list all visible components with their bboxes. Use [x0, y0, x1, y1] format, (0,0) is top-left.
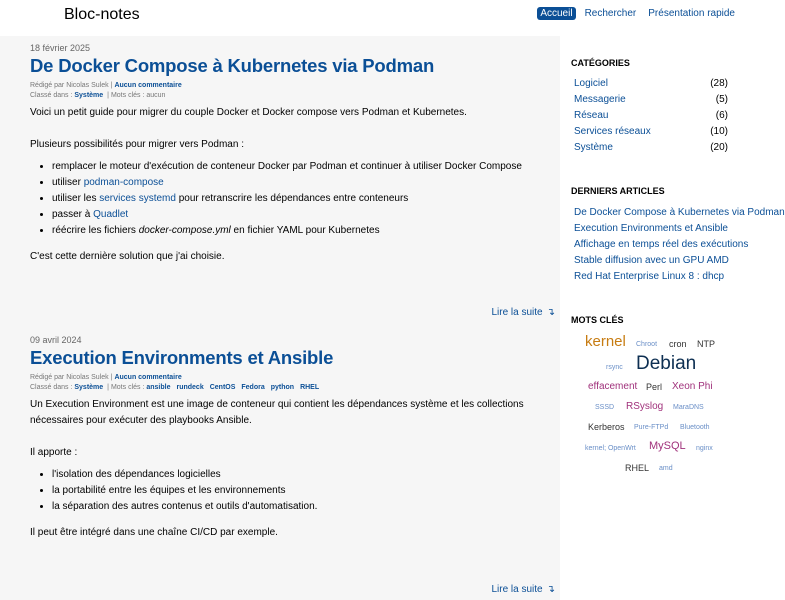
- tag-link[interactable]: rundeck: [176, 384, 204, 391]
- article-title[interactable]: Execution Environments et Ansible: [30, 347, 334, 368]
- article-intro: Voici un petit guide pour migrer du couple Docker et Docker compose vers Podman et Kubernetes.: [30, 107, 467, 118]
- tag-cloud-item[interactable]: RSyslog: [626, 401, 664, 412]
- site-title[interactable]: Bloc-notes: [64, 6, 140, 23]
- recent-article-link[interactable]: Red Hat Enterprise Linux 8 : dhcp: [574, 271, 725, 282]
- tag-cloud-item[interactable]: effacement: [588, 381, 638, 392]
- article-lead: Plusieurs possibilités pour migrer vers Podman :: [30, 139, 244, 150]
- recent-article-link[interactable]: Stable diffusion avec un GPU AMD: [574, 255, 729, 266]
- author-text: Rédigé par Nicolas Sulek: [30, 374, 109, 381]
- tags-none: aucun: [146, 92, 166, 99]
- tag-cloud-item[interactable]: Pure-FTPd: [634, 424, 669, 431]
- article-date: 09 avril 2024: [30, 335, 82, 345]
- article-lead: Il apporte :: [30, 447, 78, 458]
- tags-label: Mots clés :: [110, 384, 145, 391]
- category-label: Classé dans :: [30, 384, 73, 391]
- arrow-icon: ↴: [546, 584, 555, 595]
- recent-article-link[interactable]: De Docker Compose à Kubernetes via Podman: [574, 207, 785, 218]
- category-item[interactable]: Système (20): [574, 142, 728, 153]
- list-item: • la séparation des autres contenus et outils d'automatisation.: [52, 499, 555, 515]
- article-taxonomy: Classé dans : Système | Mots clés : ansible rundeck CentOS Fedora python RHEL: [30, 384, 320, 391]
- list-item: • remplacer le moteur d'exécution de conteneur Docker par Podman et continuer à utiliser Docker Compose: [52, 159, 555, 175]
- article-title[interactable]: De Docker Compose à Kubernetes via Podman: [30, 55, 435, 76]
- article-taxonomy: Classé dans : Système | Mots clés : aucun: [30, 92, 166, 99]
- tag-cloud-item[interactable]: amd: [659, 465, 673, 472]
- tag-cloud-item[interactable]: Debian: [636, 353, 697, 374]
- main-nav: [537, 7, 738, 20]
- author-text: Rédigé par Nicolas Sulek: [30, 82, 109, 89]
- podman-compose-link[interactable]: podman-compose: [83, 177, 164, 188]
- categories-heading: CATÉGORIES: [571, 58, 630, 68]
- article-list: [30, 467, 555, 515]
- tag-cloud-item[interactable]: Perl: [646, 382, 663, 392]
- article-date: 18 février 2025: [30, 43, 91, 53]
- category-link[interactable]: Système: [74, 384, 104, 391]
- tag-cloud-item[interactable]: cron: [669, 339, 687, 349]
- tag-cloud-item[interactable]: Xeon Phi: [672, 381, 713, 392]
- nav-presentation[interactable]: Présentation rapide: [648, 8, 735, 19]
- nav-accueil[interactable]: Accueil: [537, 7, 575, 20]
- tag-cloud-item[interactable]: nginx: [696, 445, 713, 452]
- tag-cloud-item[interactable]: RHEL: [625, 463, 650, 473]
- category-link[interactable]: Système: [74, 92, 104, 99]
- tag-cloud-item[interactable]: Chroot: [636, 341, 658, 348]
- article-outro: Il peut être intégré dans une chaîne CI/CD par exemple.: [30, 527, 278, 538]
- article-outro: C'est cette dernière solution que j'ai choisie.: [30, 251, 225, 262]
- recent-heading: DERNIERS ARTICLES: [571, 186, 665, 196]
- recent-article-link[interactable]: Affichage en temps réel des exécutions: [574, 239, 749, 250]
- category-item[interactable]: Messagerie (5): [574, 94, 728, 105]
- list-item: • l'isolation des dépendances logicielles: [52, 467, 555, 483]
- tag-link[interactable]: Fedora: [241, 384, 265, 391]
- comments-link[interactable]: Aucun commentaire: [114, 374, 182, 381]
- top-bar: [0, 0, 760, 36]
- tag-cloud-item[interactable]: MySQL: [649, 440, 686, 452]
- tag-cloud-item[interactable]: Kerberos: [588, 422, 625, 432]
- article-list: [30, 159, 555, 239]
- recent-article-link[interactable]: Execution Environments et Ansible: [574, 223, 728, 234]
- article-intro: Un Execution Environment est une image de conteneur qui contient les dépendances système et les collections nécessaires pour exécuter des playbooks Ansible.: [30, 399, 524, 426]
- tag-cloud-item[interactable]: kernel: [585, 333, 626, 350]
- read-more-link[interactable]: Lire la suite ↴: [491, 584, 555, 595]
- quadlet-link[interactable]: Quadlet: [93, 209, 129, 220]
- tag-cloud-item[interactable]: SSSD: [595, 404, 615, 411]
- tags-heading: MOTS CLÉS: [571, 315, 624, 325]
- article-1: [30, 43, 555, 265]
- read-more-link[interactable]: Lire la suite ↴: [491, 307, 555, 318]
- article-2: [30, 335, 555, 541]
- tag-cloud-item[interactable]: rsync: [606, 364, 623, 371]
- category-label: Classé dans :: [30, 92, 73, 99]
- main-content: [0, 36, 560, 600]
- list-item: • la portabilité entre les équipes et les environnements: [52, 483, 555, 499]
- tag-link[interactable]: RHEL: [300, 384, 320, 391]
- category-item[interactable]: Services réseaux (10): [574, 126, 728, 137]
- tag-cloud-item[interactable]: Bluetooth: [680, 424, 710, 431]
- category-item[interactable]: Logiciel (28): [574, 78, 728, 89]
- tag-cloud-item[interactable]: NTP: [697, 339, 715, 349]
- nav-rechercher[interactable]: Rechercher: [584, 8, 637, 19]
- article-byline: Rédigé par Nicolas Sulek | Aucun commentaire: [30, 374, 182, 381]
- list-item: • passer à Quadlet: [52, 207, 555, 223]
- tag-link[interactable]: python: [270, 384, 295, 391]
- services-systemd-link[interactable]: services systemd: [99, 193, 176, 204]
- comments-link[interactable]: Aucun commentaire: [114, 82, 182, 89]
- list-item: • utiliser podman-compose: [52, 175, 555, 191]
- article-byline: Rédigé par Nicolas Sulek | Aucun commentaire: [30, 82, 182, 89]
- list-item: • réécrire les fichiers docker-compose.yml en fichier YAML pour Kubernetes: [52, 223, 555, 239]
- arrow-icon: ↴: [546, 307, 555, 318]
- category-item[interactable]: Réseau (6): [574, 110, 728, 121]
- tag-cloud-item[interactable]: kernel; OpenWrt: [585, 445, 636, 452]
- tag-link[interactable]: ansible: [146, 384, 171, 391]
- tags-label: Mots clés :: [110, 92, 145, 99]
- tag-cloud-item[interactable]: MaraDNS: [673, 404, 704, 411]
- list-item: • utiliser les services systemd pour retranscrire les dépendances entre conteneurs: [52, 191, 555, 207]
- tag-link[interactable]: CentOS: [209, 384, 236, 391]
